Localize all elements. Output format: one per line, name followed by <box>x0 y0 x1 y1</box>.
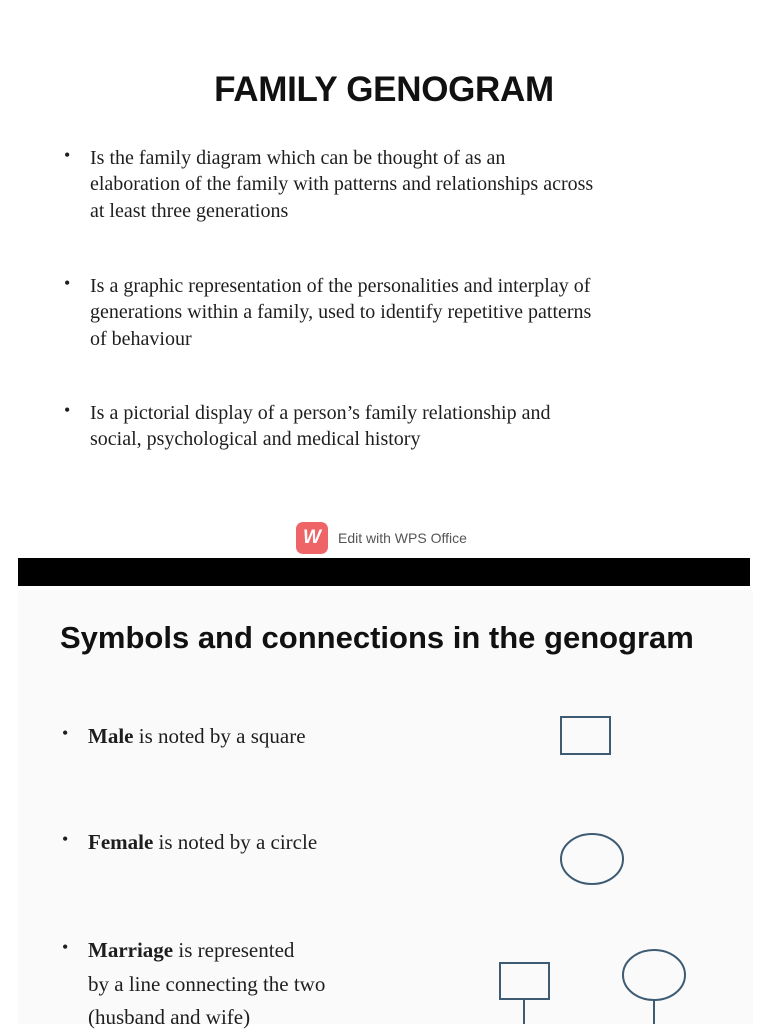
bullet-dot: • <box>62 723 69 743</box>
marriage-wife-circle-symbol <box>623 950 685 1000</box>
bullet-line: Is a graphic representation of the personalities and interplay of <box>90 275 591 297</box>
term-female: Female <box>88 830 154 854</box>
slide-1-title: FAMILY GENOGRAM <box>214 70 554 109</box>
bullet-dot: • <box>64 273 71 293</box>
bullet-line: Is the family diagram which can be thought of as an <box>90 147 506 169</box>
marriage-description-line: by a line connecting the two <box>88 971 326 996</box>
bullet-line: Is a pictorial display of a person’s family relationship and <box>90 402 551 424</box>
bullet-line: at least three generations <box>90 199 289 222</box>
bullet-line: elaboration of the family with patterns and relationships across <box>90 173 594 196</box>
slide-2-title: Symbols and connections in the genogram <box>60 620 694 655</box>
term-male: Male <box>88 724 134 748</box>
wps-watermark-label: Edit with WPS Office <box>338 530 467 546</box>
bullet-line: of behaviour <box>90 327 192 350</box>
male-square-symbol <box>561 717 610 754</box>
female-description: is noted by a circle <box>153 830 318 854</box>
bullet-dot: • <box>64 145 71 165</box>
bullet-dot: • <box>62 937 69 957</box>
marriage-description: is represented <box>173 938 295 962</box>
bullet-line: social, psychological and medical history <box>90 428 421 451</box>
term-marriage: Marriage <box>88 938 174 962</box>
marriage-husband-square-symbol <box>500 963 549 999</box>
bullet-dot: • <box>64 400 71 420</box>
bullet-dot: • <box>62 829 69 849</box>
bullet-line: generations within a family, used to identify repetitive patterns <box>90 301 592 324</box>
male-description: is noted by a square <box>133 724 306 748</box>
female-circle-symbol <box>561 834 623 884</box>
marriage-description-line: (husband and wife) <box>88 1005 251 1030</box>
wps-logo-icon: W <box>296 522 328 554</box>
